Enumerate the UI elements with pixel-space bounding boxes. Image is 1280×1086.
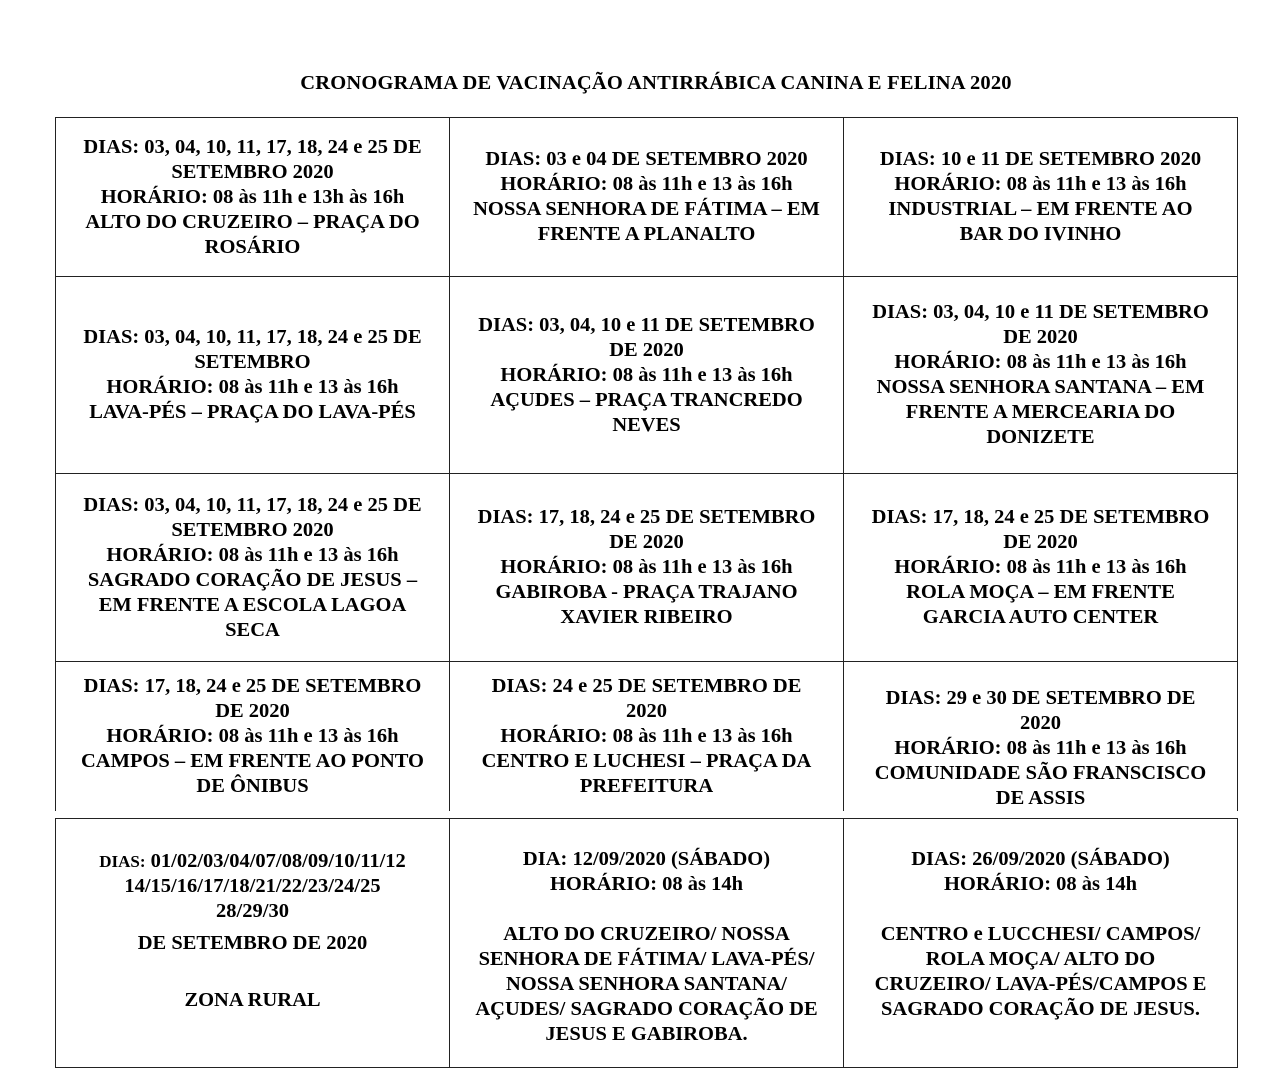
schedule-cell xyxy=(450,662,844,812)
schedule-row xyxy=(56,662,1238,812)
schedule-cell xyxy=(56,277,450,474)
cell-line: GABIROBA - PRAÇA TRAJANO xyxy=(495,581,798,603)
cell-line: DE 2020 xyxy=(215,700,290,722)
schedule-row xyxy=(56,277,1238,474)
cell-line: SECA xyxy=(225,618,280,641)
cell-line: DIAS: 03 e 04 DE SETEMBRO 2020 xyxy=(485,148,808,170)
cell-line: HORÁRIO: 08 às 14h xyxy=(943,873,1138,895)
cell-line: 2020 xyxy=(1020,712,1061,734)
cell-line: HORÁRIO: 08 às 11h e 13h às 16h xyxy=(100,185,405,208)
cell-line: FRENTE A MERCEARIA DO xyxy=(905,401,1176,423)
cell-line: HORÁRIO: 08 às 11h e 13 às 16h xyxy=(894,351,1187,373)
cell-line: AÇUDES/ SAGRADO CORAÇÃO DE xyxy=(475,998,818,1020)
cell-line: SETEMBRO xyxy=(194,351,311,373)
cell-line: HORÁRIO: 08 às 11h e 13 às 16h xyxy=(500,173,793,195)
schedule-cell xyxy=(450,277,844,474)
cell-line: DIAS: 03, 04, 10 e 11 DE SETEMBRO xyxy=(872,301,1209,323)
cell-line: DIAS: 03, 04, 10, 11, 17, 18, 24 e 25 DE xyxy=(83,135,422,158)
cell-line: CRUZEIRO/ LAVA-PÉS/CAMPOS E xyxy=(874,973,1207,995)
cell-line: SETEMBRO 2020 xyxy=(171,160,334,183)
cell-line: NOSSA SENHORA DE FÁTIMA – EM xyxy=(473,198,820,220)
rural-days-line: 14/15/16/17/18/21/22/23/24/25 xyxy=(124,875,381,897)
schedule-cell xyxy=(844,277,1238,474)
cell-line: CAMPOS – EM FRENTE AO PONTO xyxy=(80,750,424,772)
cell-line: JESUS E GABIROBA. xyxy=(545,1023,748,1045)
cell-line: XAVIER RIBEIRO xyxy=(560,606,733,628)
cell-line: DE 2020 xyxy=(1003,326,1078,348)
cell-line: 2020 xyxy=(626,700,667,722)
cell-line: DE 2020 xyxy=(609,338,684,361)
cell-line: EM FRENTE A ESCOLA LAGOA xyxy=(98,593,407,616)
cell-line: HORÁRIO: 08 às 11h e 13 às 16h xyxy=(106,376,399,398)
rural-place: ZONA RURAL xyxy=(184,989,321,1011)
cell-line: DIAS: 17, 18, 24 e 25 DE SETEMBRO xyxy=(871,506,1210,528)
schedule-row xyxy=(56,474,1238,662)
cell-line: HORÁRIO: 08 às 11h e 13 às 16h xyxy=(106,543,399,566)
schedule-row xyxy=(56,819,1238,1068)
cell-line: FRENTE A PLANALTO xyxy=(537,223,756,245)
saturday-cell xyxy=(450,819,844,1068)
cell-line: GARCIA AUTO CENTER xyxy=(922,606,1159,628)
cell-line: SETEMBRO 2020 xyxy=(171,518,334,541)
cell-line: DIA: 12/09/2020 (SÁBADO) xyxy=(522,848,771,870)
cell-line: ROLA MOÇA – EM FRENTE xyxy=(906,581,1175,603)
cell-line: LAVA-PÉS – PRAÇA DO LAVA-PÉS xyxy=(89,401,416,423)
rural-days: DIAS: 01/02/03/04/07/08/09/10/11/12 xyxy=(99,850,406,872)
cell-line: BAR DO IVINHO xyxy=(959,223,1122,245)
cell-line: DIAS: 29 e 30 DE SETEMBRO DE xyxy=(885,687,1196,709)
cell-line: HORÁRIO: 08 às 11h e 13 às 16h xyxy=(500,363,793,386)
cell-line: PREFEITURA xyxy=(579,775,714,797)
cell-line: DE 2020 xyxy=(609,531,684,553)
cell-line: SAGRADO CORAÇÃO DE JESUS – xyxy=(87,568,418,591)
saturday-cell xyxy=(844,819,1238,1068)
cell-line: DE ASSIS xyxy=(995,787,1086,809)
cell-line: HORÁRIO: 08 às 11h e 13 às 16h xyxy=(894,737,1187,759)
cell-line: COMUNIDADE SÃO FRANSCISCO xyxy=(874,762,1207,784)
cell-line: HORÁRIO: 08 às 11h e 13 às 16h xyxy=(894,556,1187,578)
cell-line: CENTRO e LUCCHESI/ CAMPOS/ xyxy=(880,923,1201,945)
cell-line: HORÁRIO: 08 às 14h xyxy=(549,873,744,895)
cell-line: DIAS: 26/09/2020 (SÁBADO) xyxy=(911,848,1170,870)
rural-month: DE SETEMBRO DE 2020 xyxy=(137,932,368,954)
cell-line: CENTRO E LUCHESI – PRAÇA DA xyxy=(481,750,812,772)
cell-line: NOSSA SENHORA SANTANA – EM xyxy=(876,376,1205,398)
cell-line: DIAS: 03, 04, 10, 11, 17, 18, 24 e 25 DE xyxy=(83,493,422,516)
cell-line: DE 2020 xyxy=(1003,531,1078,553)
cell-line: HORÁRIO: 08 às 11h e 13 às 16h xyxy=(500,556,793,578)
cell-line: SAGRADO CORAÇÃO DE JESUS. xyxy=(881,998,1200,1020)
cell-line: ROLA MOÇA/ ALTO DO xyxy=(925,948,1156,970)
cell-line: SENHORA DE FÁTIMA/ LAVA-PÉS/ xyxy=(478,948,815,970)
cell-line: DIAS: 10 e 11 DE SETEMBRO 2020 xyxy=(879,148,1202,170)
schedule-cell xyxy=(450,474,844,662)
page-title: CRONOGRAMA DE VACINAÇÃO ANTIRRÁBICA CANINA E FELINA 2020 xyxy=(300,72,1012,94)
cell-line: DIAS: 17, 18, 24 e 25 DE SETEMBRO xyxy=(477,506,816,528)
rural-days-line: 28/29/30 xyxy=(216,900,289,922)
cell-line: HORÁRIO: 08 às 11h e 13 às 16h xyxy=(500,725,793,747)
schedule-table xyxy=(55,117,1238,811)
schedule-cell xyxy=(56,662,450,812)
cell-line: HORÁRIO: 08 às 11h e 13 às 16h xyxy=(106,725,399,747)
cell-line: AÇUDES – PRAÇA TRANCREDO xyxy=(490,388,803,411)
schedule-cell xyxy=(56,474,450,662)
cell-line: DIAS: 17, 18, 24 e 25 DE SETEMBRO xyxy=(83,675,422,697)
cell-line: NEVES xyxy=(612,413,681,436)
cell-line: ALTO DO CRUZEIRO – PRAÇA DO xyxy=(85,210,420,233)
rural-cell xyxy=(56,819,450,1068)
cell-line: DIAS: 24 e 25 DE SETEMBRO DE xyxy=(491,675,802,697)
schedule-cell xyxy=(844,662,1238,812)
cell-line: DE ÔNIBUS xyxy=(196,775,309,797)
cell-line: HORÁRIO: 08 às 11h e 13 às 16h xyxy=(894,173,1187,195)
cell-line: DONIZETE xyxy=(986,426,1095,448)
schedule-cell xyxy=(844,118,1238,277)
cell-line: NOSSA SENHORA SANTANA/ xyxy=(506,973,787,995)
cell-line: ROSÁRIO xyxy=(204,235,301,258)
schedule-cell xyxy=(450,118,844,277)
cell-line: DIAS: 03, 04, 10 e 11 DE SETEMBRO xyxy=(478,313,815,336)
special-schedule-table xyxy=(55,818,1238,1068)
schedule-cell xyxy=(844,474,1238,662)
cell-line: INDUSTRIAL – EM FRENTE AO xyxy=(888,198,1193,220)
schedule-row xyxy=(56,118,1238,277)
schedule-cell xyxy=(56,118,450,277)
cell-line: ALTO DO CRUZEIRO/ NOSSA xyxy=(503,923,790,945)
cell-line: DIAS: 03, 04, 10, 11, 17, 18, 24 e 25 DE xyxy=(83,326,422,348)
